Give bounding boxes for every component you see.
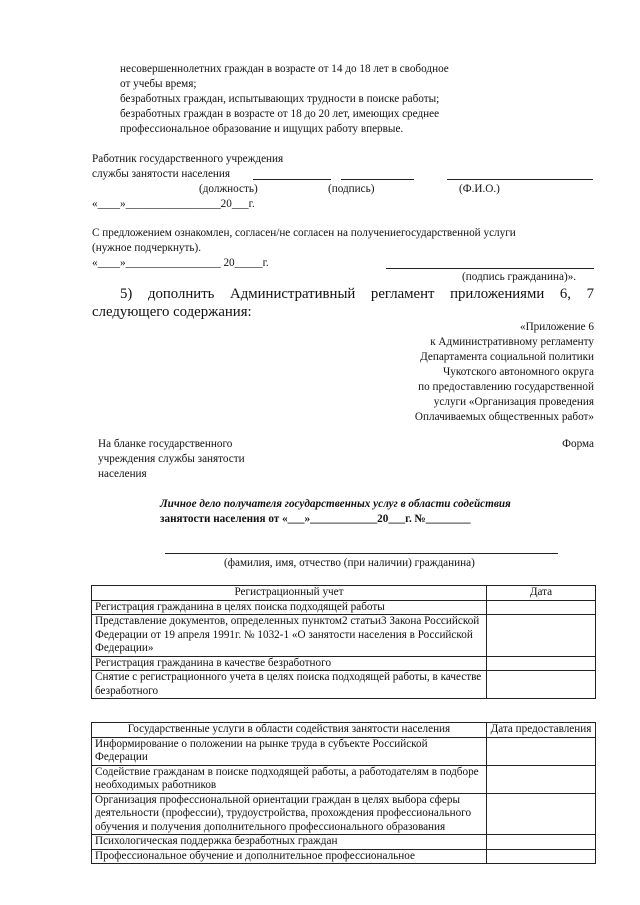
worker-line2: службы занятости населения: [92, 168, 231, 180]
row-label: Информирование о положении на рынке труда в субъекте Российской Федерации: [92, 737, 487, 765]
appendix-line: услуги «Организация проведения: [433, 396, 594, 408]
item5-line2: следующего содержания:: [92, 304, 252, 320]
acquaint-date: «____»_________________ 20_____г.: [92, 257, 269, 269]
header-cell: Дата предоставления: [487, 723, 596, 738]
header-cell: Государственные услуги в области содействия занятости населения: [92, 723, 487, 738]
table-row: [92, 835, 596, 850]
table-row: [92, 765, 596, 793]
row-label: Организация профессиональной ориентации граждан в целях выбора сферы деятельности (профессии), трудоустройства, прохождения профессионального обучения и получения дополнительного профессионального образования: [92, 793, 487, 835]
appendix-line: «Приложение 6: [519, 321, 594, 333]
date-cell[interactable]: [487, 849, 596, 864]
label-position: (должность): [199, 183, 258, 195]
date-cell[interactable]: [487, 793, 596, 835]
table-row: [92, 600, 596, 615]
personal-file-line2-bold: занятости населения: [160, 513, 266, 525]
appendix-line: Чукотского автономного округа: [443, 366, 594, 378]
intro-line: безработных граждан, испытывающих трудности в поиске работы;: [120, 93, 440, 105]
table-row: [92, 849, 596, 864]
appendix-line: Оплачиваемых общественных работ»: [414, 411, 594, 423]
item5-line1: 5) дополнить Административный регламент приложениями 6, 7: [120, 286, 594, 302]
intro-line: безработных граждан в возрасте от 18 до 20 лет, имеющих среднее: [120, 108, 440, 120]
row-label: Регистрация гражданина в целях поиска подходящей работы: [92, 600, 487, 615]
row-label: Психологическая поддержка безработных граждан: [92, 835, 487, 850]
blank-line: населения: [98, 468, 147, 480]
row-label: Профессиональное обучение и дополнительное профессиональное: [92, 849, 487, 864]
personal-file-line2: [160, 512, 471, 527]
intro-line: несовершеннолетних граждан в возрасте от 14 до 18 лет в свободное: [120, 63, 449, 75]
label-signature: (подпись): [328, 183, 375, 195]
position-line: [253, 179, 331, 180]
personal-file-line2-rest: от «___»____________20___г. №________: [265, 513, 471, 525]
signature-line: [341, 179, 414, 180]
citizen-signature-label: (подпись гражданина)».: [462, 271, 577, 283]
date-cell[interactable]: [487, 600, 596, 615]
table-row: [92, 656, 596, 671]
date-cell[interactable]: [487, 671, 596, 699]
worker-line1: Работник государственного учреждения: [92, 153, 284, 165]
worker-date: «____»_________________20___г.: [92, 198, 255, 210]
date-cell[interactable]: [487, 765, 596, 793]
blank-line: учреждения службы занятости: [98, 453, 245, 465]
date-cell[interactable]: [487, 656, 596, 671]
appendix-line: по предоставлению государственной: [418, 381, 594, 393]
row-label: Содействие гражданам в поиске подходящей работы, а работодателям в подборе необходимых работников: [92, 765, 487, 793]
table-row: [92, 615, 596, 657]
name-line: [447, 179, 593, 180]
appendix-line: к Административному регламенту: [430, 336, 594, 348]
date-cell[interactable]: [487, 835, 596, 850]
fio-line: [165, 553, 558, 554]
citizen-signature-line: [386, 268, 594, 269]
date-cell[interactable]: [487, 615, 596, 657]
fio-label: (фамилия, имя, отчество (при наличии) гражданина): [224, 557, 475, 569]
blank-line: На бланке государственного: [98, 438, 233, 450]
table-row: [92, 737, 596, 765]
date-cell[interactable]: [487, 737, 596, 765]
row-label: Представление документов, определенных пунктом2 статьи3 Закона Российской Федерации от 19 апреля 1991г. № 1032-1 «О занятости населения в Российской Федерации»: [92, 615, 487, 657]
personal-file-line1: Личное дело получателя государственных услуг в области содействия: [160, 498, 511, 510]
intro-line: профессиональное образование и ищущих работу впервые.: [120, 123, 404, 135]
table-row: [92, 793, 596, 835]
intro-line: от учебы время;: [120, 78, 197, 90]
form-label: Форма: [562, 438, 594, 450]
acquaint-line2: (нужное подчеркнуть).: [92, 242, 202, 254]
row-label: Регистрация гражданина в качестве безработного: [92, 656, 487, 671]
services-table: [91, 722, 596, 864]
header-cell: Дата: [487, 586, 596, 601]
registration-table: [91, 585, 596, 699]
header-cell: Регистрационный учет: [92, 586, 487, 601]
row-label: Снятие с регистрационного учета в целях поиска подходящей работы, в качестве безработного: [92, 671, 487, 699]
appendix-line: Департамента социальной политики: [420, 351, 594, 363]
acquaint-line1: С предложением ознакомлен, согласен/не согласен на получениегосударственной услуги: [92, 227, 516, 239]
table-row: [92, 671, 596, 699]
table-header-row: [92, 586, 596, 601]
label-name: (Ф.И.О.): [459, 183, 500, 195]
table-header-row: [92, 723, 596, 738]
